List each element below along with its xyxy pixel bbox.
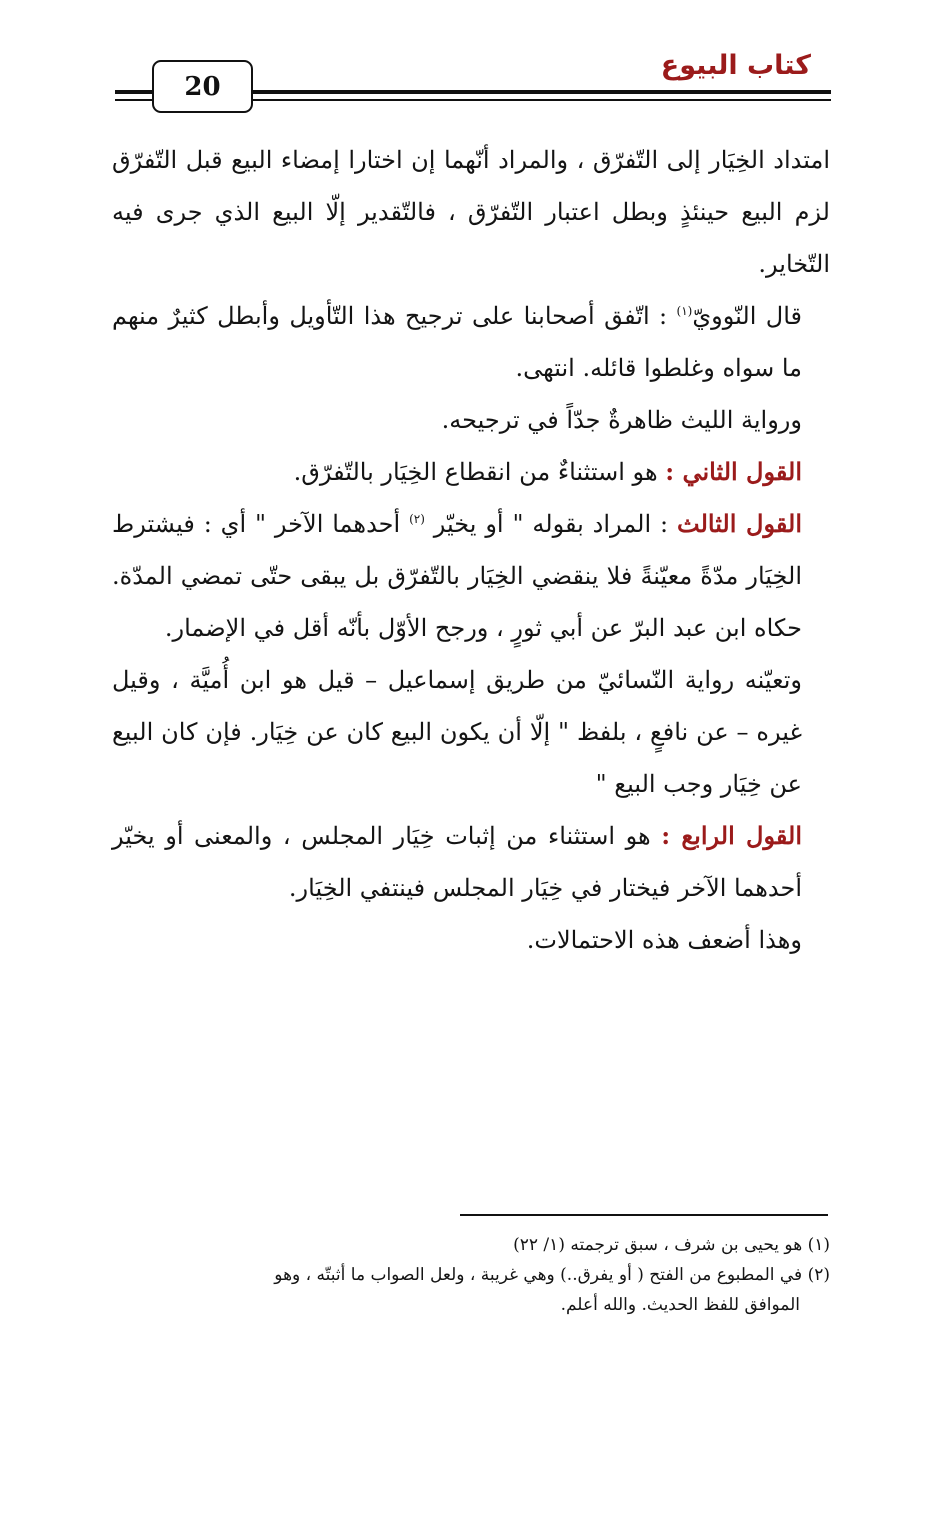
paragraph-7-text: هو استثناء من إثبات خِيَار المجلس ، والمعنى أو يخيّر أحدهما الآخر فيختار في خِيَار المجلس فينتفي الخِيَار. (112, 822, 802, 902)
term-second-opinion: القول الثاني : (665, 457, 802, 486)
footnote-1: (١) هو يحيى بن شرف ، سبق ترجمته (١/ ٢٢) (513, 1235, 830, 1255)
paragraph-6: وتعيّنه رواية النّسائيّ من طريق إسماعيل – قيل هو ابن أُميَّة ، وقيل غيره – عن نافعٍ ، بلفظ " إلّا أن يكون البيع كان عن خِيَار. فإن كان البيع عن خِيَار وجب البيع " (112, 666, 802, 798)
page-number: 20 (152, 60, 253, 113)
paragraph-8: وهذا أضعف هذه الاحتمالات. (526, 926, 802, 954)
term-fourth-opinion: القول الرابع : (661, 821, 802, 850)
footnote-ref-2[interactable]: (٢) (409, 512, 425, 526)
paragraph-2-start: قال النّوويّ (692, 302, 802, 330)
footnote-separator (460, 1214, 828, 1216)
term-third-opinion: القول الثالث (677, 509, 802, 538)
paragraph-4-text: هو استثناءٌ من انقطاع الخِيَار بالتّفرّق. (293, 458, 666, 486)
footnotes (112, 1230, 830, 1320)
paragraph-5-start: : المراد بقوله " أو يخيّر (424, 510, 677, 538)
footnote-2: (٢) في المطبوع من الفتح ( أو يفرق..) وهي غريبة ، ولعل الصواب ما أثبتّه ، وهو (274, 1265, 830, 1285)
paragraph-5 (112, 498, 830, 654)
paragraph-1: امتداد الخِيَار إلى التّفرّق ، والمراد أنّهما إن اختارا إمضاء البيع قبل التّفرّق لزم البيع حينئذٍ وبطل اعتبار التّفرّق ، فالتّقدير إلّا البيع الذي جرى فيه التّخاير. (112, 146, 830, 278)
footnote-ref-1[interactable]: (١) (676, 304, 693, 318)
paragraph-2 (112, 290, 830, 394)
paragraph-2-rest: : اتّفق أصحابنا على ترجيح هذا التّأويل وأبطل كثيرٌ منهم ما سواه وغلطوا قائله. انتهى. (112, 302, 802, 382)
paragraph-5-rest: أحدهما الآخر " أي : فيشترط الخِيَار مدّةً معيّنةً فلا ينقضي الخِيَار بالتّفرّق بل يبقى حتّى تمضي المدّة. حكاه ابن عبد البرّ عن أبي ثورٍ ، ورجح الأوّل بأنّه أقل في الإضمار. (112, 510, 802, 642)
main-text (112, 134, 830, 966)
footnote-2-continuation: الموافق للفظ الحديث. والله أعلم. (560, 1295, 800, 1315)
paragraph-4 (112, 446, 830, 498)
book-title: كتاب البيوع (660, 50, 811, 81)
paragraph-7 (112, 810, 830, 914)
paragraph-3: ورواية الليث ظاهرةٌ جدّاً في ترجيحه. (441, 406, 802, 434)
